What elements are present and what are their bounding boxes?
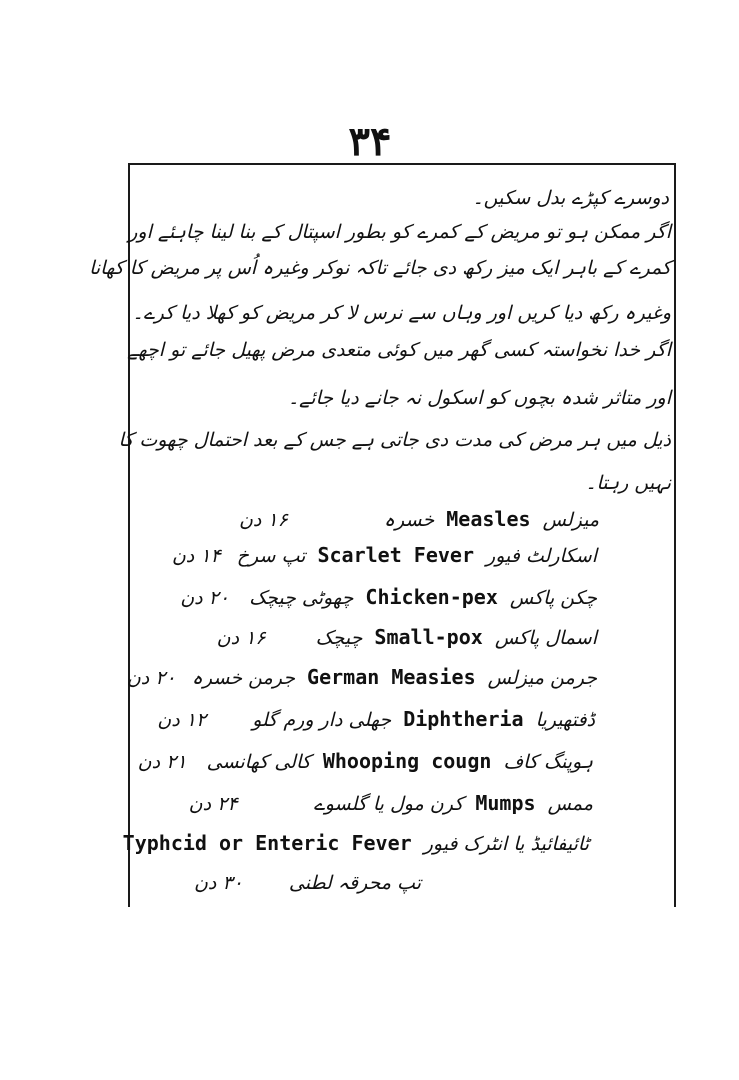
disease-urdu-desc: تپ سرخ [236,545,306,567]
disease-row-chicken-pox [180,580,597,615]
disease-urdu-name: چکن پاکس [509,587,597,609]
disease-days: ۱۶ دن [238,509,288,531]
disease-urdu-name: ممس [547,793,593,815]
disease-days: ۳۰ دن [193,872,243,894]
disease-row-small-pox [217,620,597,655]
disease-urdu-desc: جھلی دار ورم گلو [252,709,392,731]
disease-row-scarlet-fever [172,538,597,573]
paragraph-line: اگر ممکن ہو تو مریض کے کمرے کو بطور اسپتال کے بنا لینا چاہئے اور [128,221,671,243]
disease-urdu-name: ٹائیفائیڈ یا انٹرک فیور [423,833,589,855]
disease-days: ۲۰ دن [126,667,176,689]
disease-urdu-desc: چھوٹی چیچک [249,587,354,609]
disease-days: ۲۱ دن [137,751,187,773]
page-number: ۳۴ [348,118,392,165]
disease-english-name: Whooping cougn [322,749,492,773]
paragraph-line: اگر خدا نخواستہ کسی گھر میں کوئی متعدی مرض پھیل جائے تو اچھے [127,339,671,361]
disease-row-whooping-cough [138,744,593,779]
disease-urdu-desc: خسرہ [383,509,435,531]
disease-english-name: Measles [446,507,531,531]
disease-english-name: Diphtheria [403,707,524,731]
disease-days: ۲۴ دن [188,793,238,815]
disease-urdu-name: جرمن میزلس [487,667,597,689]
disease-row-diphtheria [157,702,595,737]
disease-urdu-desc: جرمن خسرہ [191,667,295,689]
paragraph-line: وغیرہ رکھ دیا کریں اور وہاں سے نرس لا کر مریض کو کھلا دیا کرے۔ [132,302,671,324]
paragraph-line: کمرے کے باہر ایک میز رکھ دی جائے تاکہ نوکر وغیرہ اُس پر مریض کا کھانا [89,257,671,279]
disease-english-name: Scarlet Fever [317,543,474,567]
disease-days: ۱۲ دن [157,709,207,731]
disease-english-name: Typhcid or Enteric Fever [122,831,412,855]
disease-english-name: Small-pox [374,625,483,649]
disease-days: ۱۶ دن [216,627,266,649]
disease-urdu-name: اسمال پاکس [494,627,597,649]
disease-urdu-desc: تپ محرقہ لطنی [288,872,421,894]
paragraph-line: دوسرے کپڑے بدل سکیں۔ [472,187,669,209]
disease-urdu-desc: کرن مول یا گلسوے [313,793,464,815]
disease-urdu-name: میزلس [542,509,599,531]
disease-english-name: Chicken-pex [365,585,498,609]
disease-row-typhoid [117,826,589,861]
disease-row-measles [239,502,599,537]
disease-urdu-name: اسکارلٹ فیور [486,545,597,567]
disease-urdu-desc: کالی کھانسی [206,751,311,773]
paragraph-line: نہیں رہتا۔ [585,472,671,494]
disease-urdu-name: ڈفتھیریا [535,709,595,731]
disease-row-typhoid-detail [194,866,421,900]
paragraph-line: ذیل میں ہر مرض کی مدت دی جاتی ہے جس کے بعد احتمال چھوت کا [118,429,671,451]
disease-english-name: Mumps [475,791,536,815]
disease-urdu-name: ہوپنگ کاف [503,751,593,773]
disease-days: ۲۰ دن [180,587,230,609]
disease-english-name: German Measies [307,665,476,689]
paragraph-line: اور متاثر شدہ بچوں کو اسکول نہ جانے دیا جائے۔ [288,387,671,409]
disease-row-mumps [189,786,593,821]
disease-urdu-desc: چیچک [315,627,363,649]
disease-days: ۱۴ دن [171,545,221,567]
disease-row-german-measles [127,660,597,695]
